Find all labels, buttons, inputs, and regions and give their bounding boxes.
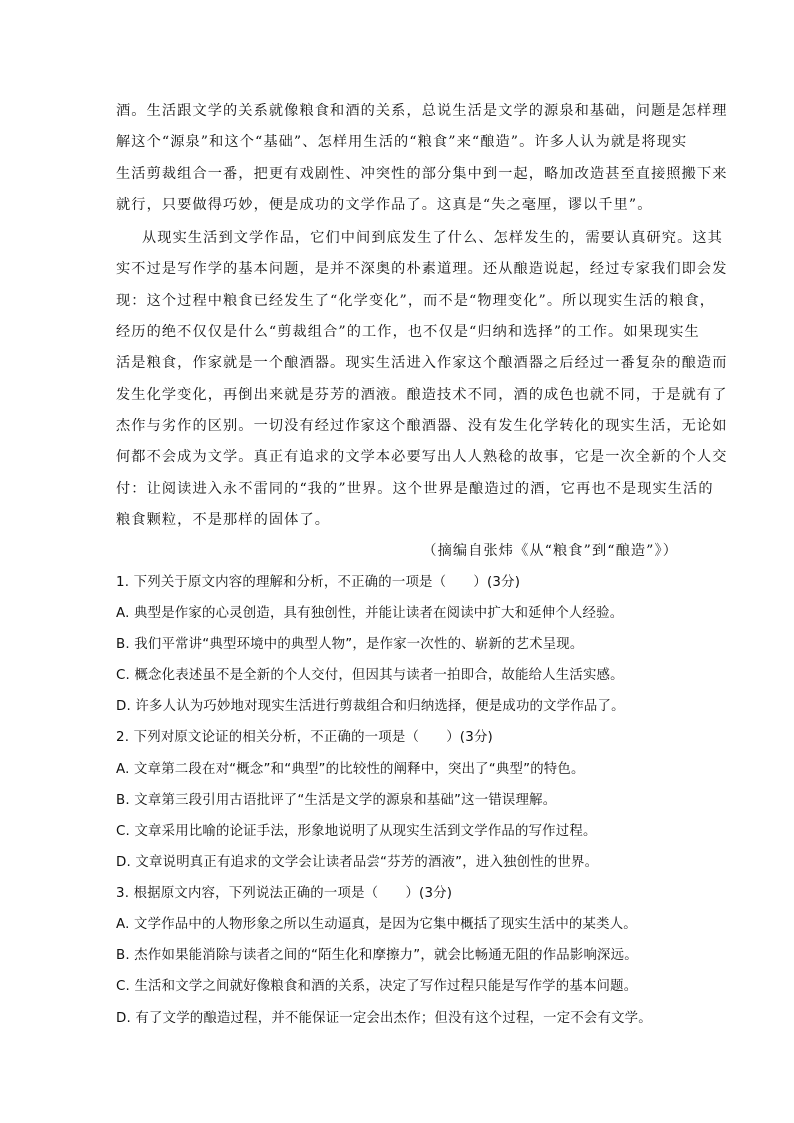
- passage-line: 发生化学变化，再倒出来就是芬芳的酒液。酿造技术不同，酒的成色也就不同，于是就有了: [116, 387, 728, 403]
- question-option: A. 文章第二段在对“概念”和“典型”的比较性的阐释中，突出了“典型”的特色。: [116, 762, 585, 777]
- question-option: C. 文章采用比喻的论证手法，形象地说明了从现实生活到文学作品的写作过程。: [116, 824, 597, 839]
- passage-line: 解这个“源泉”和这个“基础”、怎样用生活的“粮食”来“酿造”。许多人认为就是将现实: [116, 134, 688, 150]
- question-option: D. 许多人认为巧妙地对现实生活进行剪裁组合和归纳选择，便是成功的文学作品了。: [116, 699, 625, 714]
- question-option: D. 有了文学的酿造过程，并不能保证一定会出杰作；但没有这个过程，一定不会有文学。: [116, 1011, 652, 1026]
- passage-line: 付：让阅读进入永不雷同的“我的”世界。这个世界是酿造过的酒，它再也不是现实生活的: [116, 481, 714, 497]
- passage-source: （摘编自张炜《从“粮食”到“酿造”》）: [422, 543, 678, 559]
- question-option: C. 概念化表述虽不是全新的个人交付，但因其与读者一拍即合，故能给人生活实感。: [116, 668, 624, 683]
- passage-line: 生活剪裁组合一番，把更有戏剧性、冲突性的部分集中到一起，略加改造甚至直接照搬下来: [116, 166, 728, 182]
- question-option: A. 文学作品中的人物形象之所以生动逼真，是因为它集中概括了现实生活中的某类人。: [116, 917, 637, 932]
- passage-line: 实不过是写作学的基本问题，是并不深奥的朴素道理。还从酿造说起，经过专家我们即会发: [116, 261, 728, 277]
- question-option: C. 生活和文学之间就好像粮食和酒的关系，决定了写作过程只能是写作学的基本问题。: [116, 979, 638, 994]
- passage-line: 经历的绝不仅仅是什么“剪裁组合”的工作，也不仅是“归纳和选择”的工作。如果现实生: [116, 324, 700, 340]
- question-option: A. 典型是作家的心灵创造，具有独创性，并能让读者在阅读中扩大和延伸个人经验。: [116, 606, 624, 621]
- question-option: D. 文章说明真正有追求的文学会让读者品尝“芬芳的酒液”，进入独创性的世界。: [116, 855, 599, 870]
- question-stem: 2. 下列对原文论证的相关分析，不正确的一项是（ ）(3分): [116, 730, 493, 745]
- passage-line: 就行，只要做得巧妙，便是成功的文学作品了。这真是“失之毫厘，谬以千里”。: [116, 197, 653, 213]
- question-option: B. 文章第三段引用古语批评了“生活是文学的源泉和基础”这一错误理解。: [116, 793, 557, 808]
- passage-line: 何都不会成为文学。真正有追求的文学本必要写出人人熟稔的故事，它是一次全新的个人交: [116, 449, 728, 465]
- question-option: B. 我们平常讲“典型环境中的典型人物”，是作家一次性的、崭新的艺术呈现。: [116, 637, 584, 652]
- question-stem: 3. 根据原文内容，下列说法正确的一项是（ ）(3分): [116, 886, 453, 901]
- passage-line: 活是粮食，作家就是一个酿酒器。现实生活进入作家这个酿酒器之后经过一番复杂的酿造而: [116, 355, 728, 371]
- passage-line: 现：这个过程中粮食已经发生了“化学变化”，而不是“物理变化”。所以现实生活的粮食，: [116, 293, 716, 309]
- question-stem: 1. 下列关于原文内容的理解和分析，不正确的一项是（ ）(3分): [116, 575, 521, 590]
- passage-line: 从现实生活到文学作品，它们中间到底发生了什么、怎样发生的，需要认真研究。这其: [142, 230, 723, 246]
- question-option: B. 杰作如果能消除与读者之间的“陌生化和摩擦力”，就会比畅通无阻的作品影响深远。: [116, 948, 638, 963]
- passage-line: 杰作与劣作的区别。一切没有经过作家这个酿酒器、没有发生化学转化的现实生活，无论如: [116, 418, 728, 434]
- passage-line: 酒。生活跟文学的关系就像粮食和酒的关系，总说生活是文学的源泉和基础，问题是怎样理: [116, 103, 728, 119]
- passage-line: 粮食颗粒，不是那样的固体了。: [116, 512, 331, 528]
